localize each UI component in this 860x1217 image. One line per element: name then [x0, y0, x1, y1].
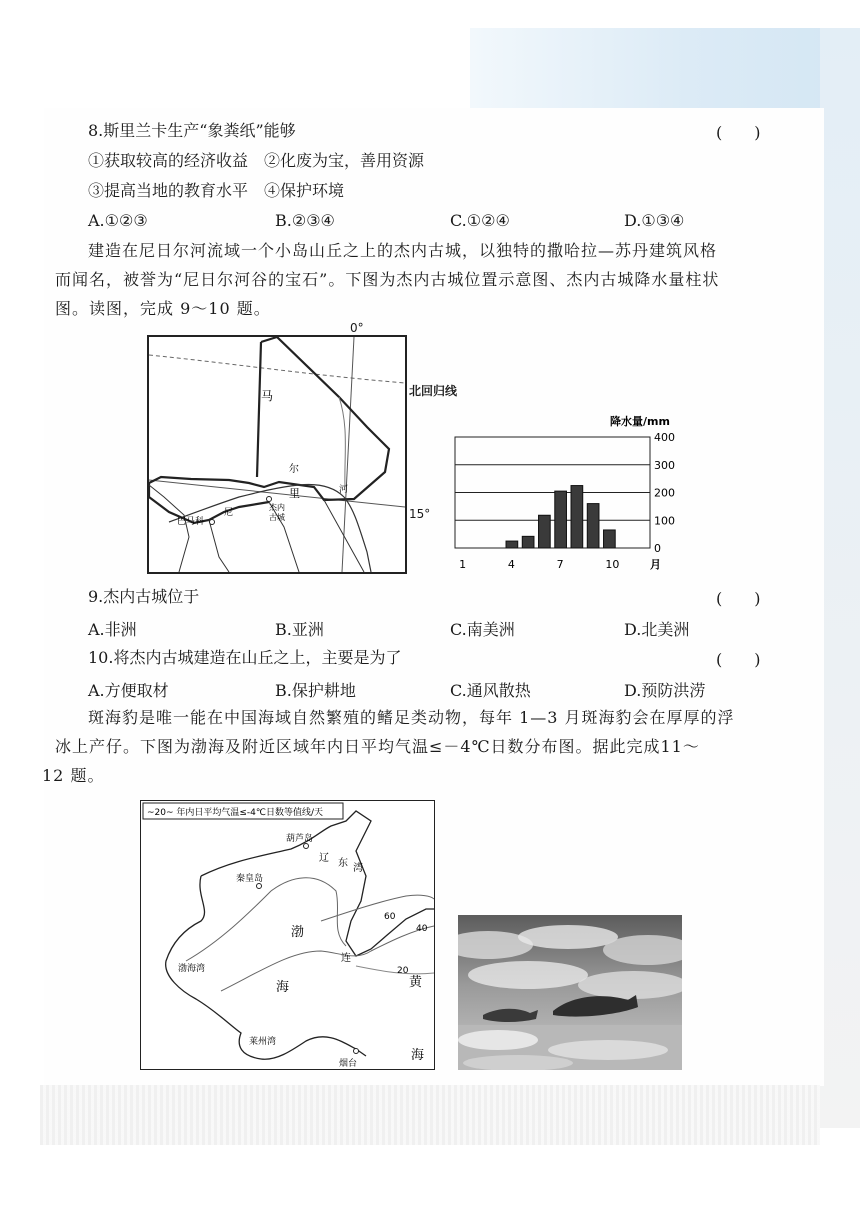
label-djenne: 杰内 [269, 503, 285, 512]
river-branch [339, 397, 345, 487]
q10-option-a[interactable]: A.方便取材 [88, 681, 169, 700]
djenne-location-map [147, 335, 407, 574]
q10-stem: 10.将杰内古城建造在山丘之上，主要是为了 [88, 648, 402, 667]
map2-legend: ~20~ 年内日平均气温≤-4℃日数等值线/天 [147, 808, 324, 818]
label-he: 河 [339, 485, 349, 495]
intro1-line2: 而闻名，被誉为“尼日尔河谷的宝石”。下图为杰内古城位置示意图、杰内古城降水量柱状 [55, 270, 720, 289]
chart-bar [555, 491, 567, 548]
qinhuangdao-dot [257, 884, 262, 889]
page-edge-shade [820, 28, 860, 1128]
q8-stem: 8.斯里兰卡生产“象粪纸”能够 [88, 121, 296, 140]
q8-items-line1: ①获取较高的经济收益 ②化废为宝，善用资源 [88, 151, 425, 170]
label-iso60: 60 [384, 912, 396, 922]
q9-option-a[interactable]: A.非洲 [88, 620, 137, 639]
chart-xlabel: 月 [650, 558, 661, 570]
map1-label-0deg: 0° [350, 321, 364, 335]
chart-bar [587, 504, 599, 548]
label-laizhouwan: 莱州湾 [249, 1037, 277, 1047]
intro2-line2: 冰上产仔。下图为渤海及附近区域年内日平均气温≤－4℃日数分布图。据此完成11～ [55, 737, 700, 756]
label-bamako: 巴马科 [177, 517, 205, 527]
label-ni: 尼 [224, 508, 234, 518]
chart-ytick-label: 300 [654, 458, 675, 472]
prime-meridian-line [342, 337, 354, 572]
bamako-dot [210, 520, 215, 525]
intro2-line3: 12 题。 [42, 766, 105, 785]
label-hai2: 海 [411, 1048, 425, 1063]
label-hai: 海 [276, 980, 290, 995]
chart-ytick-label: 400 [654, 431, 675, 444]
label-iso20: 20 [397, 966, 409, 976]
label-qinhuangdao: 秦皇岛 [236, 874, 264, 884]
label-wan: 湾 [353, 863, 363, 874]
chart-xtick-label: 4 [507, 558, 515, 570]
chart-bar [539, 515, 551, 548]
page-corner-shade [470, 28, 830, 118]
q9-option-d[interactable]: D.北美洲 [624, 620, 690, 639]
q8-answer-paren[interactable]: ( ) [716, 123, 761, 142]
neighbor-borders [149, 485, 364, 572]
label-bohaiwan: 渤海湾 [178, 964, 206, 974]
chart-bar [506, 541, 518, 548]
label-huludao: 葫芦岛 [286, 834, 314, 844]
seal-photo-svg [458, 915, 682, 1070]
label-li: 里 [289, 487, 300, 500]
chart-xtick-label: 7 [556, 558, 564, 570]
q10-option-b[interactable]: B.保护耕地 [275, 681, 356, 700]
map1-label-tropic: 北回归线 [409, 384, 458, 398]
tropic-of-cancer-line [149, 355, 405, 383]
intro1-line3: 图。读图，完成 9～10 题。 [55, 299, 271, 318]
q10-answer-paren[interactable]: ( ) [716, 650, 761, 669]
q8-option-d[interactable]: D.①③④ [624, 211, 685, 230]
label-er: 尔 [289, 464, 299, 475]
chart-bar [571, 486, 583, 548]
q9-option-b[interactable]: B.亚洲 [275, 620, 324, 639]
intro1-line1: 建造在尼日尔河流域一个小岛山丘之上的杰内古城，以独特的撒哈拉—苏丹建筑风格 [88, 241, 718, 260]
label-iso40: 40 [416, 924, 428, 934]
intro2-line1: 斑海豹是唯一能在中国海域自然繁殖的鳍足类动物，每年 1—3 月斑海豹会在厚厚的浮 [88, 708, 735, 727]
precipitation-bar-chart [440, 410, 700, 570]
label-dong: 东 [338, 858, 348, 869]
page-bottom-shade [40, 1085, 820, 1145]
chart-xtick-label: 10 [605, 558, 620, 570]
chart-xtick-label: 1 [459, 558, 467, 570]
label-ancient-city: 古城 [269, 513, 285, 522]
bohai-map-svg [141, 801, 434, 1069]
mali-map-svg [149, 337, 405, 572]
spotted-seal-photo [458, 915, 682, 1070]
q10-option-c[interactable]: C.通风散热 [450, 681, 531, 700]
label-huang: 黄 [409, 975, 423, 990]
label-liao: 辽 [319, 853, 329, 864]
chart-bar [522, 536, 534, 548]
isoline-outer [356, 966, 434, 974]
bohai-isoline-map [140, 800, 435, 1070]
q10-option-d[interactable]: D.预防洪涝 [624, 681, 706, 700]
isoline-20 [221, 926, 434, 991]
huludao-dot [304, 844, 309, 849]
label-bo: 渤 [291, 925, 305, 940]
chart-ytick-label: 0 [654, 542, 661, 555]
chart-ytick-label: 100 [654, 514, 675, 528]
chart-bar [604, 530, 616, 548]
chart-ytick-label: 200 [654, 486, 675, 500]
label-lian: 连 [341, 953, 351, 964]
chart-ylabel: 降水量/mm [610, 415, 670, 428]
isoline-40 [186, 878, 346, 961]
map1-label-15deg: 15° [409, 507, 431, 521]
q9-option-c[interactable]: C.南美洲 [450, 620, 515, 639]
yantai-dot [354, 1049, 359, 1054]
label-yantai: 烟台 [339, 1059, 358, 1069]
q8-items-line2: ③提高当地的教育水平 ④保护环境 [88, 181, 345, 200]
q8-option-a[interactable]: A.①②③ [88, 211, 148, 230]
q8-option-b[interactable]: B.②③④ [275, 211, 335, 230]
djenne-dot [267, 497, 272, 502]
label-ma: 马 [261, 389, 274, 403]
q9-stem: 9.杰内古城位于 [88, 587, 200, 606]
q9-answer-paren[interactable]: ( ) [716, 589, 761, 608]
q8-option-c[interactable]: C.①②④ [450, 211, 510, 230]
